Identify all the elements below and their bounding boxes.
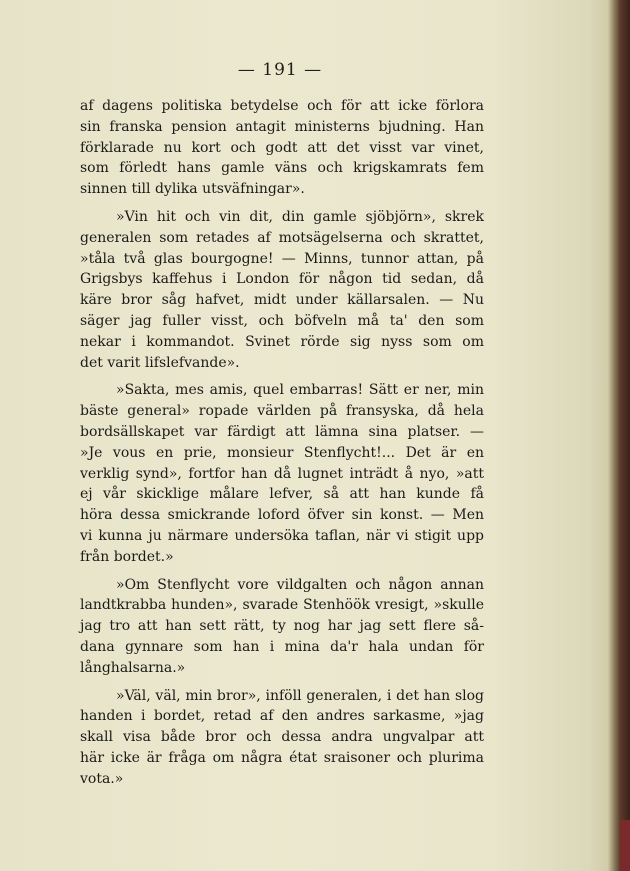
paragraph [80, 207, 484, 373]
text-line: Grigsbys kaffehus i London för någon tid sedan, då [80, 271, 484, 288]
paragraph [80, 575, 484, 679]
body-text [80, 96, 484, 797]
text-line: nekar i kommandot. Svinet rörde sig nyss som om [80, 333, 484, 350]
text-line: »Sakta, mes amis, quel embarras! Sätt er ner, min [116, 382, 484, 399]
text-line: som förledt hans gamle väns och krigskamrats fem [80, 160, 484, 177]
text-line: »Vin hit och vin dit, din gamle sjöbjörn», skrek [116, 208, 484, 225]
text-line: verklig synd», fortfor han då lugnet inträdt å nyo, »att [80, 465, 484, 482]
text-line: bordsällskapet var färdigt att lämna sina platser. — [80, 423, 484, 440]
text-line: vota.» [80, 770, 124, 787]
text-line: höra dessa smickrande loford öfver sin konst. — Men [80, 507, 484, 524]
text-line: från bordet.» [80, 548, 174, 565]
text-line: af dagens politiska betydelse och för att icke förlora [80, 98, 484, 114]
text-line: käre bror såg hafvet, midt under källarsalen. — Nu [80, 292, 484, 309]
book-cover-corner [620, 820, 630, 871]
text-line: sinnen till dylika utsväfningar». [80, 181, 305, 198]
text-line: ej vår skicklige målare lefver, så att han kunde få [80, 486, 484, 503]
paragraph [80, 686, 484, 790]
text-line: långhalsarna.» [80, 659, 186, 676]
text-line: handen i bordet, retad af den andres sarkasme, »jag [80, 708, 484, 725]
text-line: landtkrabba hunden», svarade Stenhöök vresigt, »skulle [80, 597, 484, 614]
text-line: skall visa både bror och dessa andra ungvalpar att [80, 729, 484, 746]
page-number: — 191 — [237, 60, 323, 80]
text-line: »Je vous en prie, monsieur Stenflycht!... Det är en [80, 444, 484, 461]
paragraph [80, 96, 484, 200]
text-line: bäste general» ropade världen på fransyska, då hela [80, 403, 484, 420]
text-line: förklarade nu kort och godt att det visst var vinet, [80, 139, 484, 156]
text-line: generalen som retades af motsägelserna och skrattet, [80, 229, 484, 246]
book-spine-edge [608, 0, 630, 871]
text-line: »Om Stenflycht vore vildgalten och någon annan [116, 576, 484, 593]
text-line: det varit lifslefvande». [80, 354, 240, 371]
paragraph [80, 380, 484, 567]
text-line: sin franska pension antagit ministerns bjudning. Han [80, 118, 484, 135]
text-line: här icke är fråga om några état sraisoner och plurima [80, 749, 484, 766]
text-line: »tåla två glas bourgogne! — Minns, tunnor attan, på [80, 250, 484, 267]
text-line: säger jag fuller visst, och böfveln må ta' den som [80, 312, 484, 329]
text-line: »Väl, väl, min bror», inföll generalen, i det han slog [116, 687, 484, 704]
text-line: vi kunna ju närmare undersöka taflan, när vi stigit upp [80, 527, 484, 544]
text-line: jag tro att han sett rätt, ty nog har jag sett flere så- [80, 618, 484, 635]
text-line: dana gynnare som han i mina da'r hala undan för [80, 638, 484, 655]
